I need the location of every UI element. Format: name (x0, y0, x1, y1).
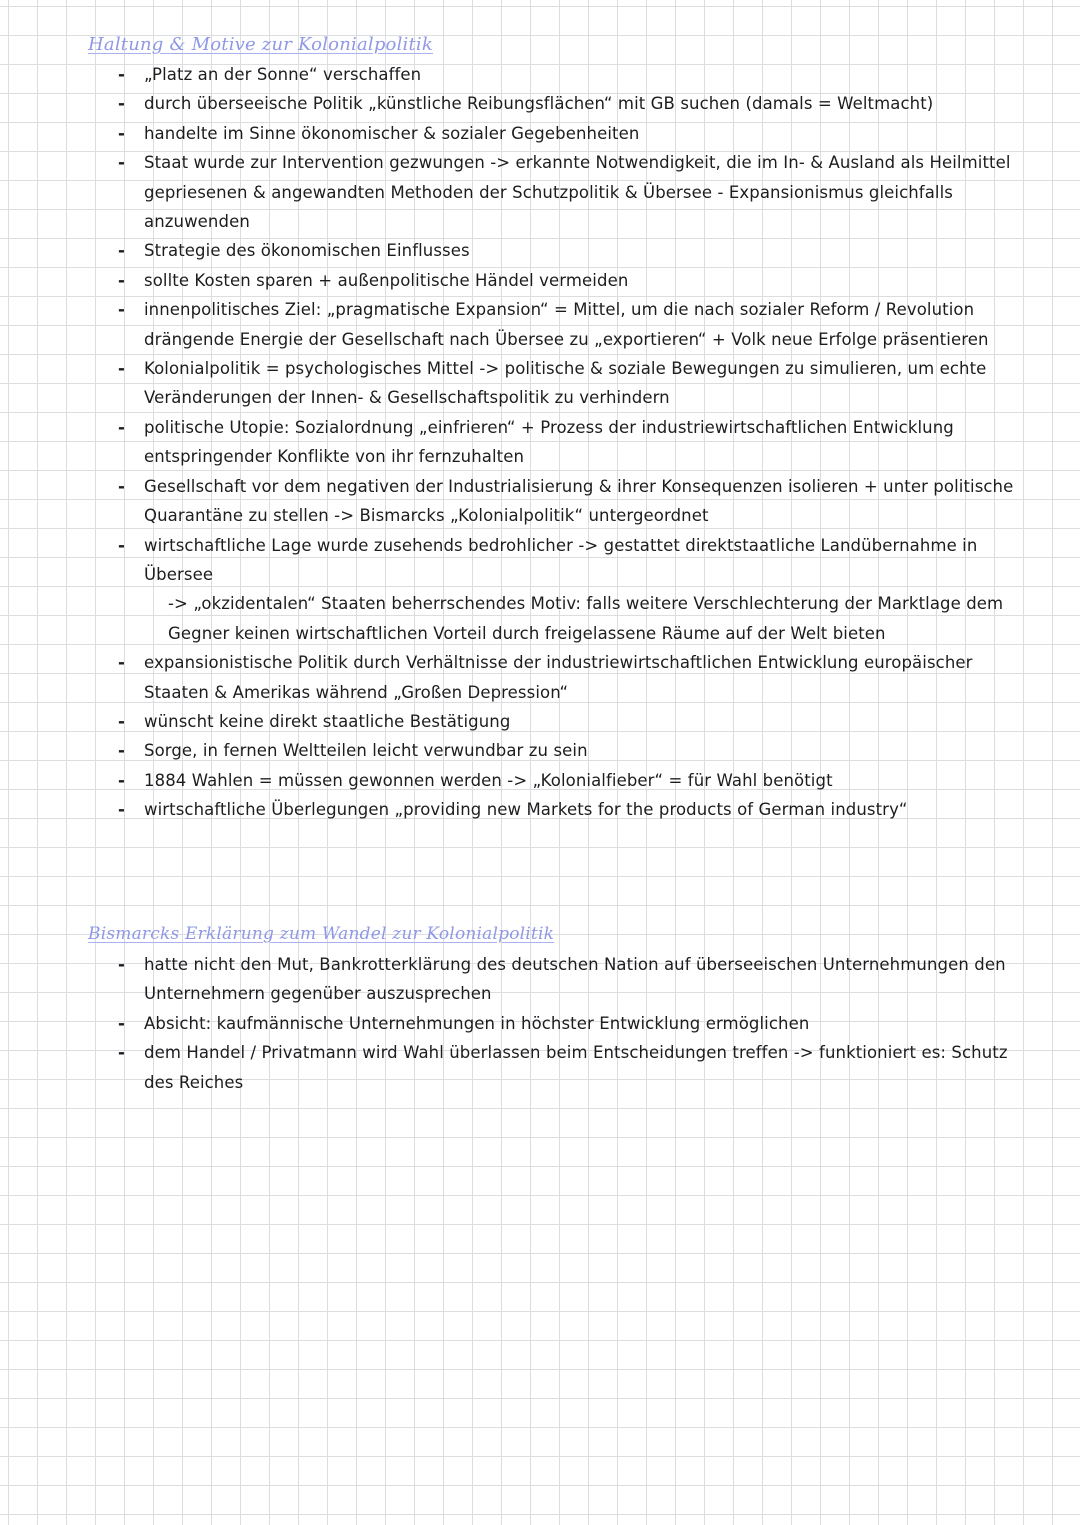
list-item (112, 531, 1042, 590)
note-text: - durch überseeische Politik „künstliche Reibungsflächen“ mit GB suchen (damals = Weltmacht) (144, 94, 934, 114)
section-heading-bismarck: Bismarcks Erklärung zum Wandel zur Kolonialpolitik (88, 924, 555, 944)
list-item (112, 1009, 1042, 1038)
list-item (112, 795, 1042, 824)
list-item (112, 354, 1042, 413)
note-text: - Kolonialpolitik = psychologisches Mittel -> politische & soziale Bewegungen zu simulieren, um echte Veränderungen der Innen- & Gesellschaftspolitik zu verhindern (144, 359, 987, 408)
list-item (112, 472, 1042, 531)
note-text: - wünscht keine direkt staatliche Bestätigung (144, 711, 511, 731)
note-text: - Absicht: kaufmännische Unternehmungen in höchster Entwicklung ermöglichen (144, 1013, 810, 1033)
note-text: - 1884 Wahlen = müssen gewonnen werden -> „Kolonialfieber“ = für Wahl benötigt (144, 770, 833, 790)
list-item-sub (112, 589, 1042, 648)
note-text: - politische Utopie: Sozialordnung „einfrieren“ + Prozess der industriewirtschaftlichen Entwicklung entspringender Konflikte von ihr fernzuhalten (144, 417, 954, 467)
note-text: - handelte im Sinne ökonomischer & sozialer Gegebenheiten (144, 123, 640, 143)
note-text: - Sorge, in fernen Weltteilen leicht verwundbar zu sein (144, 741, 588, 761)
notes-list-bismarck (112, 950, 1042, 1097)
list-item (112, 60, 1042, 89)
note-text: - expansionistische Politik durch Verhältnisse der industriewirtschaftlichen Entwicklung europäischer Staaten & Amerikas während „Großen Depression“ (144, 653, 973, 702)
list-item (112, 707, 1042, 736)
list-item (112, 295, 1042, 354)
list-item (112, 766, 1042, 795)
list-item (112, 950, 1042, 1009)
list-item (112, 89, 1042, 118)
list-item (112, 119, 1042, 148)
note-text: - dem Handel / Privatmann wird Wahl überlassen beim Entscheidungen treffen -> funktioniert es: Schutz des Reiches (144, 1043, 1008, 1092)
list-item (112, 1038, 1042, 1097)
note-text: -> „okzidentalen“ Staaten beherrschendes Motiv: falls weitere Verschlechterung der Marktlage dem Gegner keinen wirtschaftlichen Vorteil durch freigelassene Räume auf der Welt bieten (168, 594, 1004, 643)
list-item (112, 236, 1042, 265)
list-item (112, 413, 1042, 472)
list-item (112, 148, 1042, 236)
note-text: - wirtschaftliche Überlegungen „providing new Markets for the products of German industry“ (144, 800, 908, 820)
list-item (112, 736, 1042, 765)
section-heading-motives: Haltung & Motive zur Kolonialpolitik (88, 34, 433, 55)
note-text: - sollte Kosten sparen + außenpolitische Händel vermeiden (144, 270, 629, 290)
note-text: - Gesellschaft vor dem negativen der Industrialisierung & ihrer Konsequenzen isolieren + unter politische Quarantäne zu stellen -> Bismarcks „Kolonialpolitik“ untergeordnet (144, 476, 1014, 526)
list-item (112, 266, 1042, 295)
note-text: - Strategie des ökonomischen Einflusses (144, 241, 470, 261)
list-item (112, 648, 1042, 707)
note-text: - hatte nicht den Mut, Bankrotterklärung des deutschen Nation auf überseeischen Unternehmungen den Unternehmern gegenüber auszusprechen (144, 955, 1006, 1004)
note-text: - „Platz an der Sonne“ verschaffen (144, 65, 422, 84)
note-text: - innenpolitisches Ziel: „pragmatische Expansion“ = Mittel, um die nach sozialer Reform / Revolution drängende Energie der Gesellschaft nach Übersee zu „exportieren“ + Volk neue Erfolge präsentieren (144, 300, 989, 349)
notes-list-motives (112, 60, 1042, 825)
note-text: - Staat wurde zur Intervention gezwungen -> erkannte Notwendigkeit, die im In- & Ausland als Heilmittel gepriesenen & angewandten Methoden der Schutzpolitik & Übersee - Expansionismus gleichfalls anzuwenden (144, 153, 1011, 232)
note-text: - wirtschaftliche Lage wurde zusehends bedrohlicher -> gestattet direktstaatliche Landübernahme in Übersee (144, 535, 978, 584)
